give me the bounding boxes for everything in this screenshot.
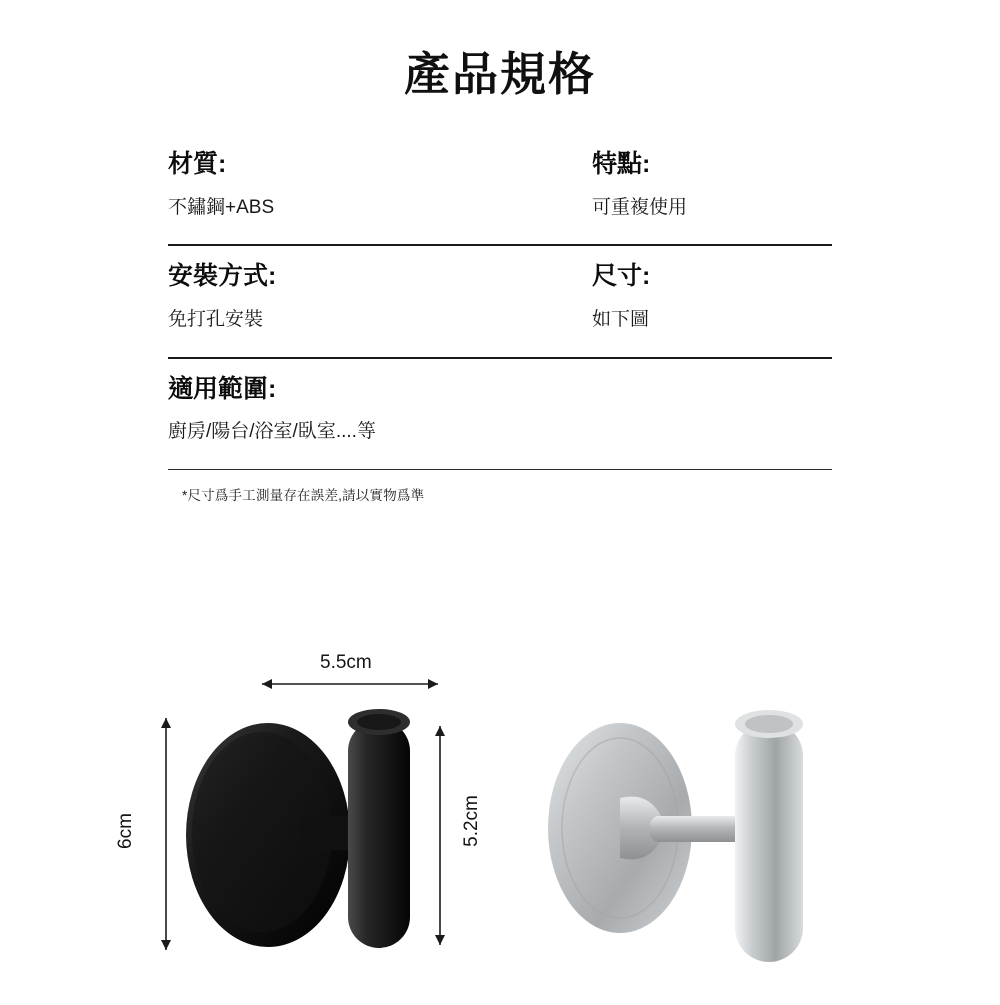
spec-table xyxy=(168,148,832,504)
spec-label: 尺寸: xyxy=(592,262,651,291)
divider xyxy=(168,469,832,470)
spec-value: 廚房/陽台/浴室/臥室....等 xyxy=(168,421,376,443)
spec-row xyxy=(168,260,832,346)
footnote: *尺寸爲手工測量存在誤差,請以實物爲準 xyxy=(182,487,425,503)
product-diagram xyxy=(0,620,1000,1000)
hooks-illustration xyxy=(0,620,1000,1000)
spec-label: 特點: xyxy=(592,150,651,178)
height-dimension-label: 6cm xyxy=(115,813,136,849)
spec-cell-material xyxy=(168,148,500,234)
depth-dimension-label: 5.2cm xyxy=(461,795,482,847)
width-dimension-label: 5.5cm xyxy=(320,652,372,673)
spec-label: 適用範圍: xyxy=(168,374,277,403)
black-hook-graphic xyxy=(186,709,410,948)
spec-value: 免打孔安裝 xyxy=(168,309,264,330)
spec-label: 材質: xyxy=(168,150,227,178)
spec-cell-installation xyxy=(168,260,500,346)
width-dimension-line xyxy=(262,679,438,689)
spec-row xyxy=(168,373,832,459)
spec-value: 可重複使用 xyxy=(592,196,688,218)
divider xyxy=(168,244,832,246)
spec-label: 安裝方式: xyxy=(168,262,277,291)
spec-cell-scope xyxy=(168,373,832,459)
page-title: 產品規格 xyxy=(404,48,596,100)
spec-cell-size xyxy=(500,260,832,346)
height-dimension-line xyxy=(161,718,171,950)
spec-value: 如下圖 xyxy=(592,309,650,330)
spec-cell-feature xyxy=(500,148,832,234)
depth-dimension-line xyxy=(435,726,445,945)
steel-hook-graphic xyxy=(548,710,803,962)
divider xyxy=(168,357,832,359)
spec-value: 不鏽鋼+ABS xyxy=(168,196,275,218)
spec-row xyxy=(168,148,832,234)
